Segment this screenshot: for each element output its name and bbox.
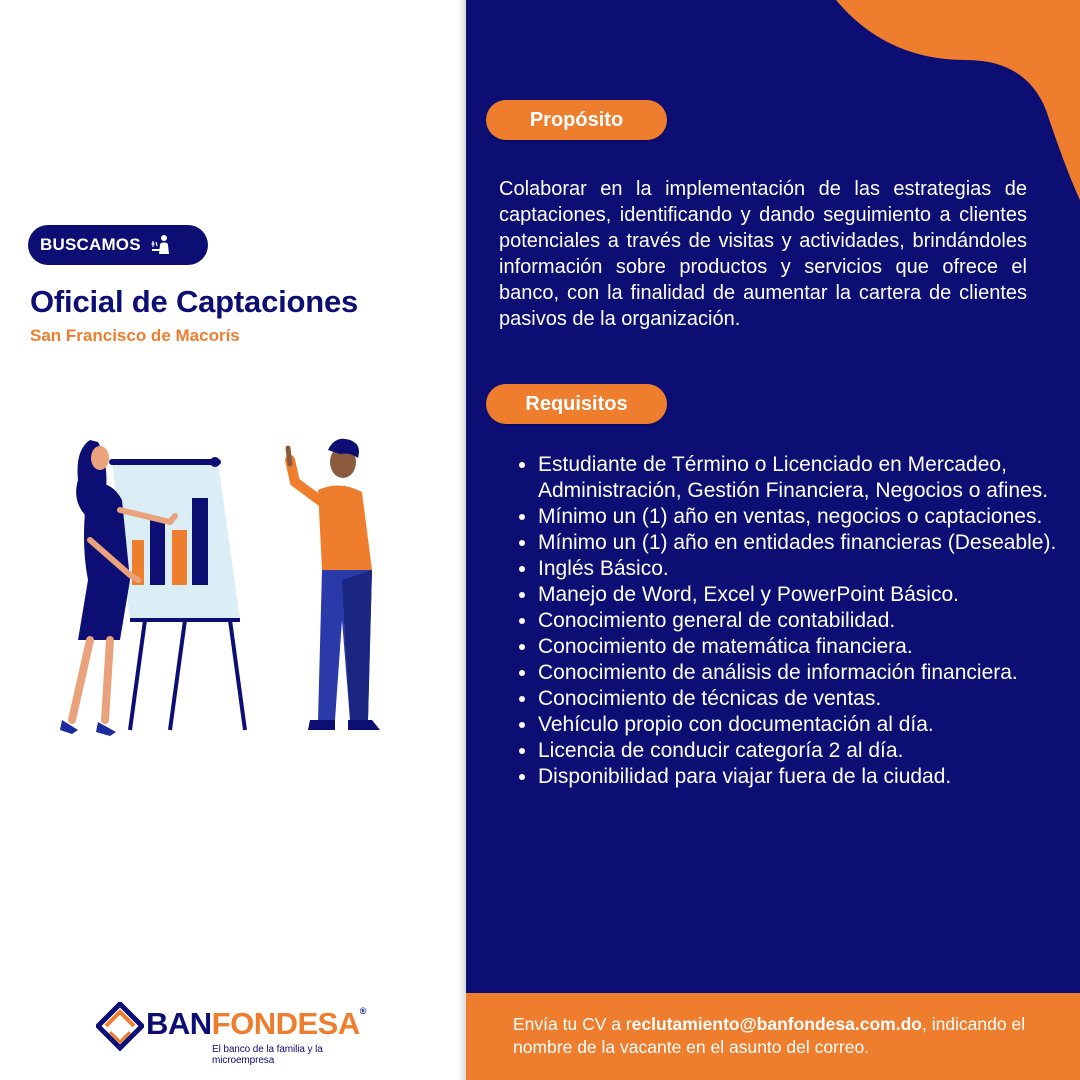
list-item: • Manejo de Word, Excel y PowerPoint Básico. [538, 582, 1080, 608]
list-item: • Conocimiento general de contabilidad. [538, 608, 1080, 634]
list-item: • Mínimo un (1) año en ventas, negocios o captaciones. [538, 504, 1080, 530]
buscamos-badge [28, 225, 208, 265]
logo-tagline: El banco de la familia y la microempresa [212, 1044, 323, 1066]
list-item: • Estudiante de Término o Licenciado en Mercadeo, Administración, Gestión Financiera, Negocios o afines. [538, 452, 1080, 504]
banfondesa-logo [96, 1000, 386, 1064]
list-item: • Vehículo propio con documentación al día. [538, 712, 1080, 738]
list-item: • Licencia de conducir categoría 2 al día. [538, 738, 1080, 764]
presentation-illustration [50, 430, 410, 750]
badge-label: BUSCAMOS [40, 235, 141, 254]
footer-text [513, 1013, 1053, 1059]
requirements-list [516, 452, 1080, 790]
list-item: • Disponibilidad para viajar fuera de la ciudad. [538, 764, 1080, 790]
right-panel [466, 0, 1080, 1080]
left-panel [0, 0, 466, 1080]
logo-wordmark [146, 1006, 366, 1042]
list-item: • Conocimiento de técnicas de ventas. [538, 686, 1080, 712]
job-location: San Francisco de Macorís [30, 326, 240, 345]
footer-prefix: Envía tu CV a r [513, 1014, 632, 1034]
logo-registered: ® [359, 1006, 366, 1016]
purpose-heading: Propósito [486, 100, 667, 140]
job-title: Oficial de Captaciones [30, 284, 359, 319]
list-item: • Mínimo un (1) año en entidades financieras (Deseable). [538, 530, 1080, 556]
recruitment-email-link[interactable]: eclutamiento@banfondesa.com.do [631, 1014, 922, 1034]
person-at-desk-icon [149, 233, 173, 257]
logo-word-fondesa: FONDESA [211, 1006, 360, 1041]
list-item: • Conocimiento de matemática financiera. [538, 634, 1080, 660]
footer-suffix: , indicando el nombre de la vacante en el asunto del correo. [513, 1014, 1026, 1057]
list-item: • Conocimiento de análisis de información financiera. [538, 660, 1080, 686]
list-item: • Inglés Básico. [538, 556, 1080, 582]
footer-banner [466, 993, 1080, 1080]
logo-mark-icon [96, 1002, 144, 1052]
purpose-text: Colaborar en la implementación de las estrategias de captaciones, identificando y dando seguimiento a clientes potenciales a través de visitas y actividades, brindándoles información sobre productos y servicios que ofrece el banco, con la finalidad de aumentar la cartera de clientes pasivos de la organización. [499, 178, 1027, 330]
requirements-heading: Requisitos [486, 384, 667, 424]
logo-word-ban: BAN [146, 1006, 212, 1041]
